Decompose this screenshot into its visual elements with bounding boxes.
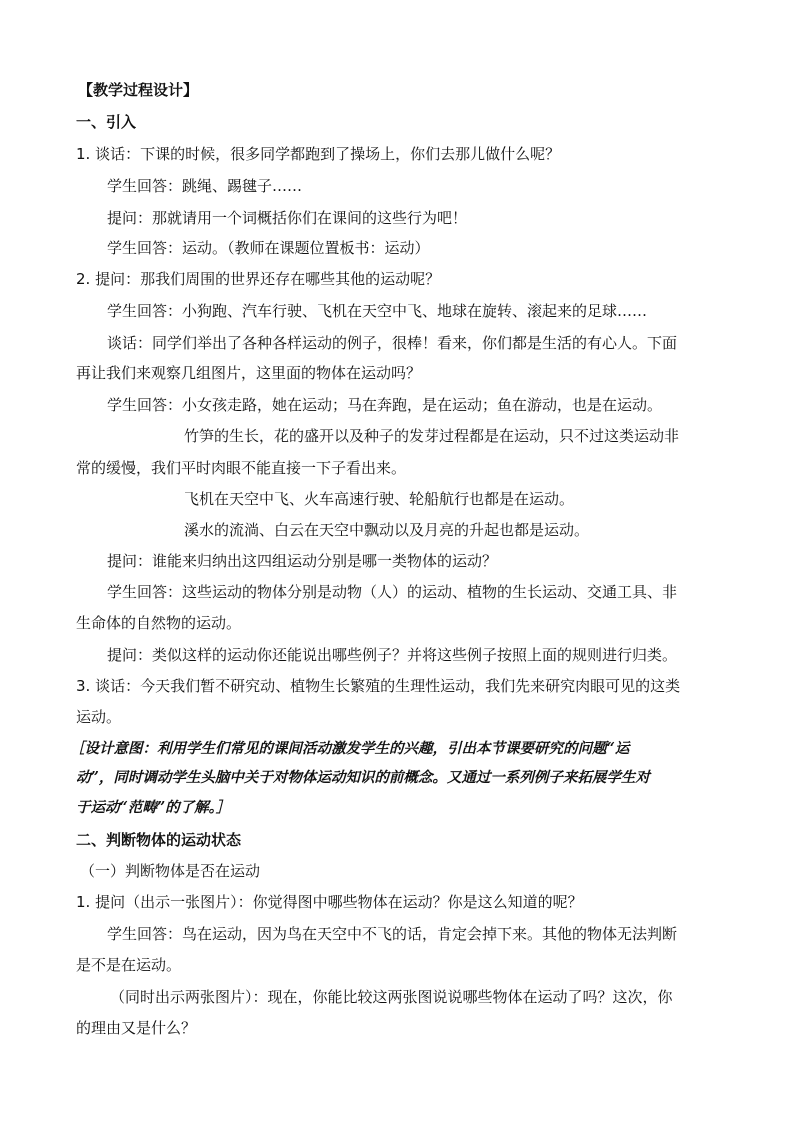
paragraph-line: 2. 提问：那我们周围的世界还存在哪些其他的运动呢？ (76, 270, 441, 288)
paragraph-line: 常的缓慢，我们平时肉眼不能直接一下子看出来。 (76, 459, 407, 477)
section-heading-teaching-process: 【教学过程设计】 (78, 81, 199, 99)
paragraph-line: 学生回答：鸟在运动，因为鸟在天空中不飞的话，肯定会掉下来。其他的物体无法判断 (107, 925, 678, 943)
subheading-judge-if-moving: （一）判断物体是否在运动 (80, 862, 261, 880)
paragraph-line: 1. 提问（出示一张图片）：你觉得图中哪些物体在运动？你是这么知道的呢？ (76, 893, 583, 911)
paragraph-line: 学生回答：跳绳、踢毽子…… (107, 177, 303, 195)
paragraph-line: 提问：类似这样的运动你还能说出哪些例子？并将这些例子按照上面的规则进行归类。 (107, 646, 678, 664)
paragraph-line: 学生回答：小狗跑、汽车行驶、飞机在天空中飞、地球在旋转、滚起来的足球…… (107, 302, 648, 320)
heading-judge-motion-state: 二、判断物体的运动状态 (76, 831, 242, 849)
design-intent-note: 于运动“范畴”的了解。］ (76, 799, 231, 816)
paragraph-line: 运动。 (76, 708, 122, 726)
paragraph-line: 学生回答：小女孩走路，她在运动；马在奔跑，是在运动；鱼在游动，也是在运动。 (107, 396, 663, 414)
paragraph-line: 溪水的流淌、白云在天空中飘动以及月亮的升起也都是运动。 (184, 521, 590, 539)
paragraph-line: 竹笋的生长，花的盛开以及种子的发芽过程都是在运动，只不过这类运动非 (184, 427, 680, 445)
paragraph-line: 学生回答：这些运动的物体分别是动物（人）的运动、植物的生长运动、交通工具、非 (107, 583, 678, 601)
paragraph-line: 学生回答：运动。（教师在课题位置板书：运动） (107, 239, 430, 257)
paragraph-line: 是不是在运动。 (76, 956, 182, 974)
paragraph-line: 提问：那就请用一个词概括你们在课间的这些行为吧！ (107, 209, 468, 227)
paragraph-line: 3. 谈话：今天我们暂不研究动、植物生长繁殖的生理性运动，我们先来研究肉眼可见的这类 (76, 677, 681, 695)
design-intent-note: ［设计意图：利用学生们常见的课间活动激发学生的兴趣，引出本节课要研究的问题“运 (70, 740, 630, 757)
paragraph-line: 再让我们来观察几组图片，这里面的物体在运动吗？ (76, 364, 422, 382)
paragraph-line: 的理由又是什么？ (76, 1019, 197, 1037)
paragraph-line: 生命体的自然物的运动。 (76, 614, 242, 632)
paragraph-line: （同时出示两张图片）：现在，你能比较这两张图说说哪些物体在运动了吗？这次，你 (110, 988, 673, 1006)
paragraph-line: 1. 谈话：下课的时候，很多同学都跑到了操场上，你们去那儿做什么呢？ (76, 145, 561, 163)
design-intent-note: 动”，同时调动学生头脑中关于对物体运动知识的前概念。又通过一系列例子来拓展学生对 (76, 769, 650, 786)
paragraph-line: 谈话：同学们举出了各种各样运动的例子，很棒！看来，你们都是生活的有心人。下面 (107, 334, 678, 352)
paragraph-line: 提问：谁能来归纳出这四组运动分别是哪一类物体的运动？ (107, 552, 498, 570)
heading-introduction: 一、引入 (76, 113, 137, 131)
paragraph-line: 飞机在天空中飞、火车高速行驶、轮船航行也都是在运动。 (184, 490, 575, 508)
